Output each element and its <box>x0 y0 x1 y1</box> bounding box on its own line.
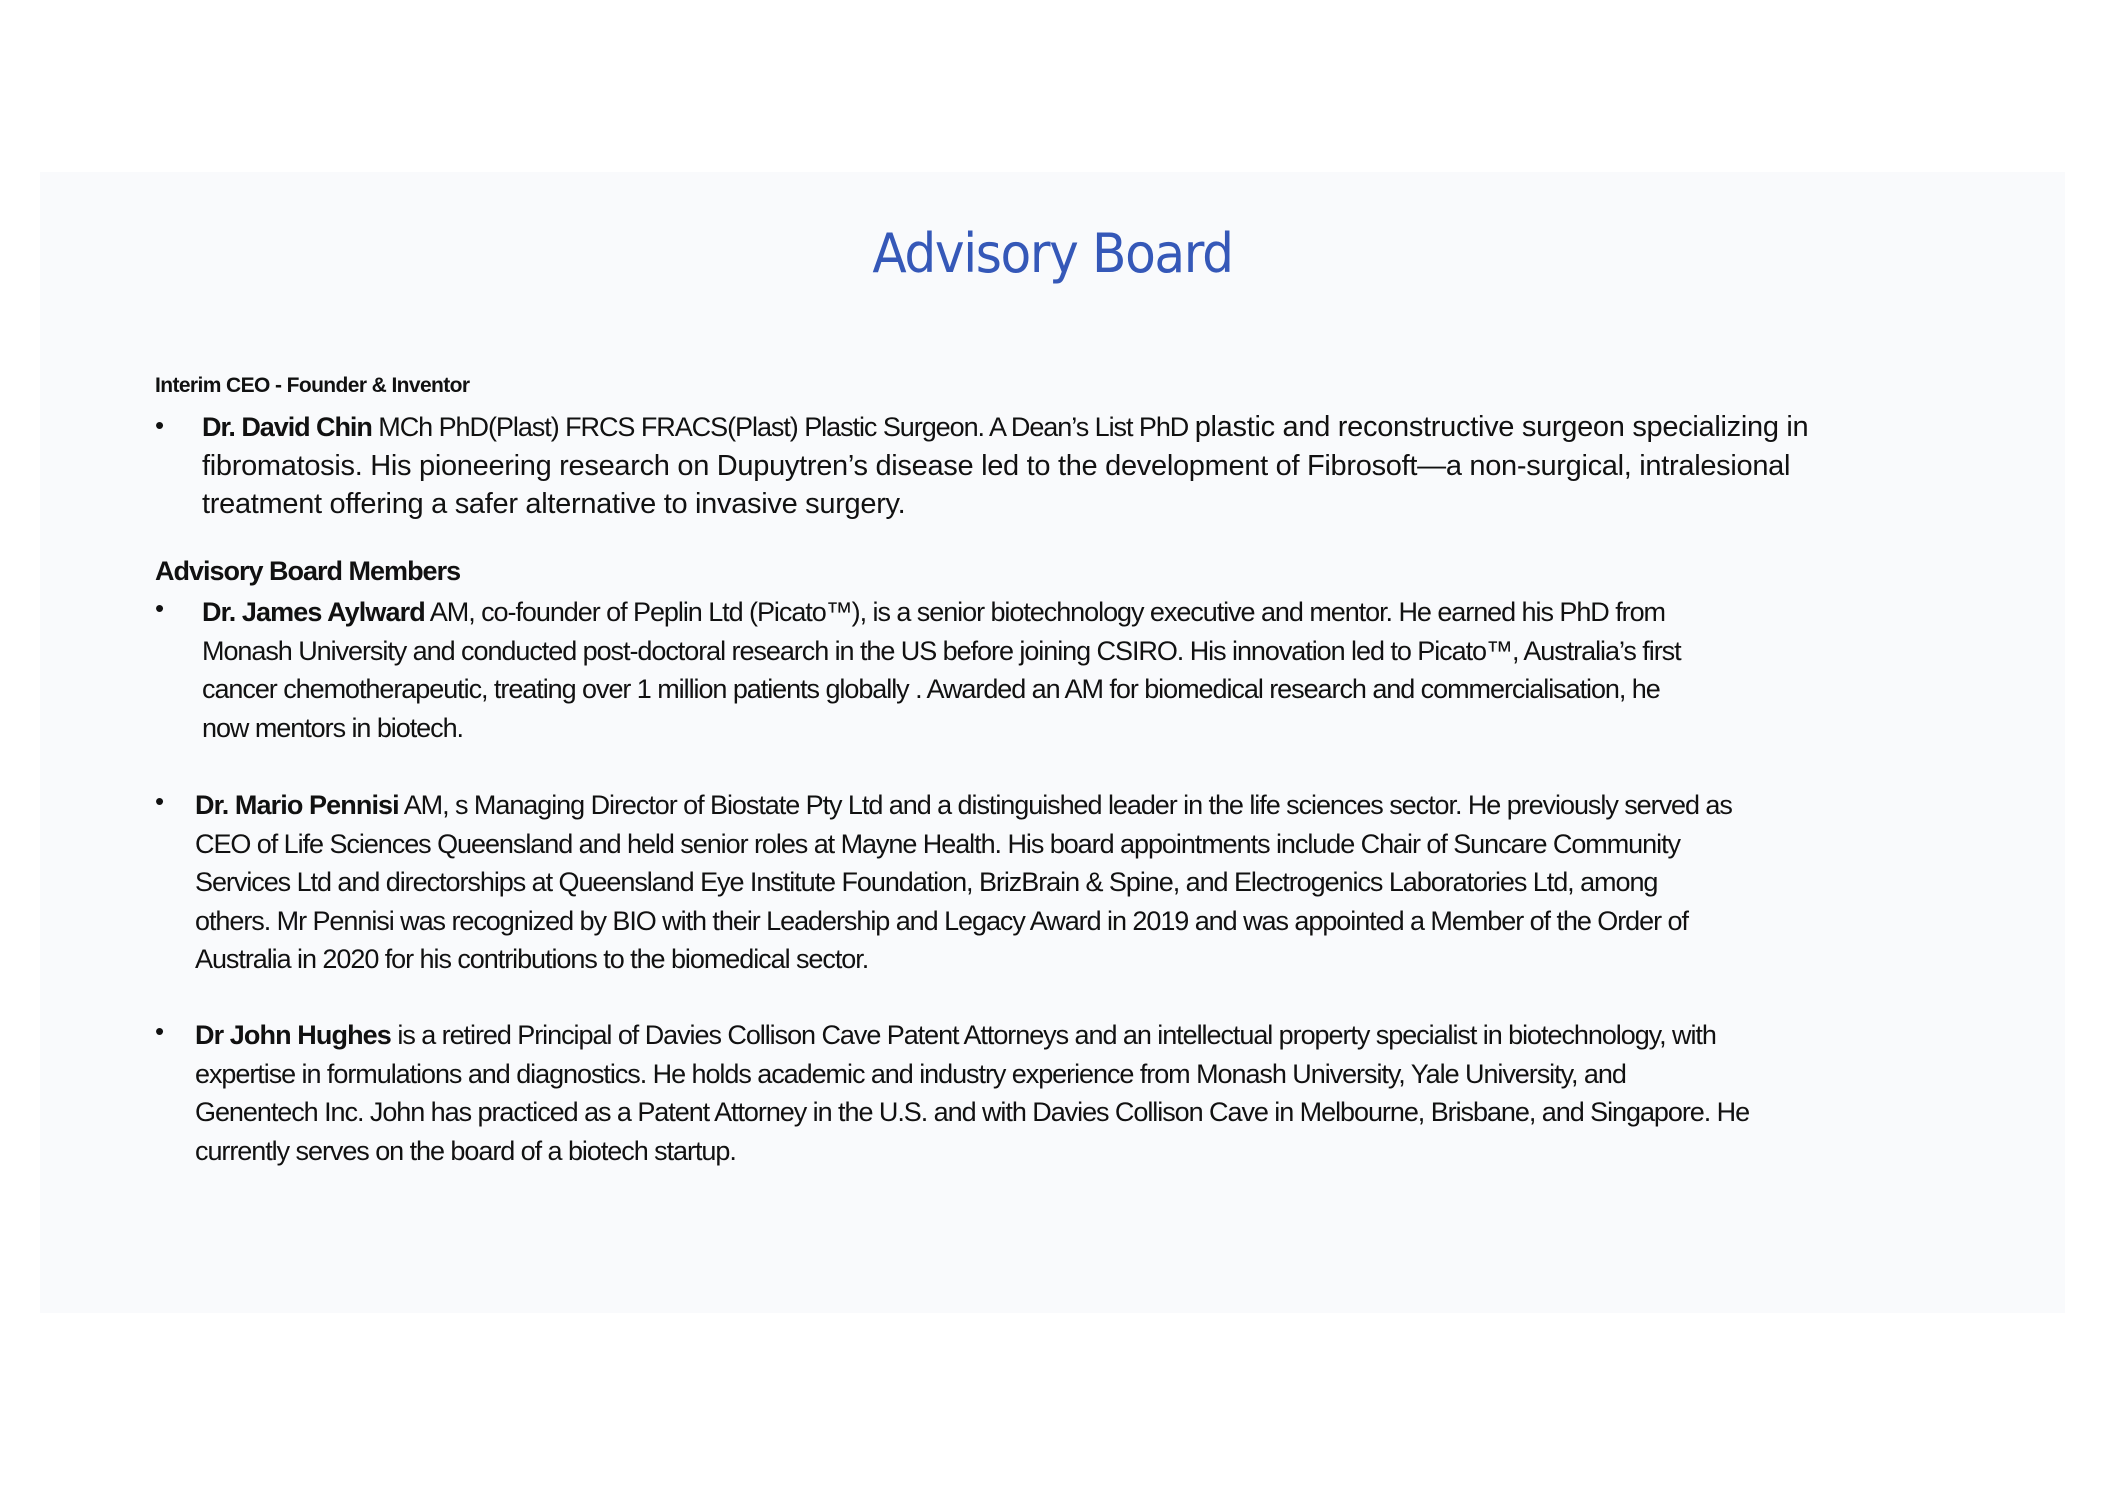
ceo-name: Dr. David Chin <box>202 412 372 442</box>
ceo-entry <box>155 408 2055 528</box>
bullet-icon: • <box>155 410 164 440</box>
member-line: others. Mr Pennisi was recognized by BIO with their Leadership and Legacy Award in 2019 and was appointed a Member of the Order of <box>195 905 1688 936</box>
ceo-line-2: fibromatosis. His pioneering research on Dupuytren’s disease led to the development of Fibrosoft—a non-surgical, intralesional <box>202 449 1791 482</box>
member-line: expertise in formulations and diagnostics. He holds academic and industry experience from Monash University, Yale University, and <box>195 1058 1626 1089</box>
members-section-heading: Advisory Board Members <box>155 556 461 586</box>
member-line: Dr John Hughes is a retired Principal of Davies Collison Cave Patent Attorneys and an intellectual property specialist in biotechnology, with <box>195 1020 1716 1050</box>
member-line: Monash University and conducted post-doctoral research in the US before joining CSIRO. His innovation led to Picato™, Australia’s first <box>202 635 1681 666</box>
slide-panel <box>40 172 2065 1313</box>
member-entry-john-hughes <box>155 1016 2055 1176</box>
member-line: Dr. Mario Pennisi AM, s Managing Director of Biostate Pty Ltd and a distinguished leader in the life sciences sector. He previously served as <box>195 790 1732 820</box>
ceo-credentials: MCh PhD(Plast) FRCS FRACS(Plast) Plastic Surgeon. A Dean’s List PhD <box>371 412 1195 442</box>
member-line: Services Ltd and directorships at Queensland Eye Institute Foundation, BrizBrain & Spine, and Electrogenics Laboratories Ltd, among <box>195 867 1658 897</box>
member-text <box>195 1016 1749 1170</box>
ceo-section-label: Interim CEO - Founder & Inventor <box>155 374 470 397</box>
member-line: currently serves on the board of a biotech startup. <box>195 1135 736 1166</box>
member-line: cancer chemotherapeutic, treating over 1 million patients globally . Awarded an AM for biomedical research and commercialisation, he <box>202 674 1660 704</box>
bullet-icon: • <box>155 786 164 816</box>
slide-title: Advisory Board <box>872 222 1233 285</box>
ceo-bio-part-1: plastic and reconstructive surgeon specializing in <box>1194 411 1809 443</box>
member-name: Dr John Hughes <box>195 1020 391 1050</box>
ceo-line-1 <box>202 408 1808 447</box>
member-line: now mentors in biotech. <box>202 712 463 743</box>
member-name: Dr. James Aylward <box>202 597 425 627</box>
bullet-icon: • <box>155 1016 164 1046</box>
ceo-line-3: treatment offering a safer alternative to invasive surgery. <box>202 488 906 520</box>
member-line: Dr. James Aylward AM, co-founder of Peplin Ltd (Picato™), is a senior biotechnology executive and mentor. He earned his PhD from <box>202 597 1665 627</box>
member-text <box>202 593 1681 747</box>
ceo-entry-text <box>202 408 1808 524</box>
member-line: CEO of Life Sciences Queensland and held senior roles at Mayne Health. His board appointments include Chair of Suncare Community <box>195 828 1680 859</box>
member-entry-james-aylward <box>155 593 2055 753</box>
bullet-icon: • <box>155 593 164 623</box>
member-line: Genentech Inc. John has practiced as a Patent Attorney in the U.S. and with Davies Collison Cave in Melbourne, Brisbane, and Singapore. He <box>195 1097 1750 1127</box>
member-name: Dr. Mario Pennisi <box>195 790 399 820</box>
member-line: Australia in 2020 for his contributions to the biomedical sector. <box>195 944 869 974</box>
member-text <box>195 786 1732 979</box>
member-entry-mario-pennisi <box>155 786 2055 986</box>
